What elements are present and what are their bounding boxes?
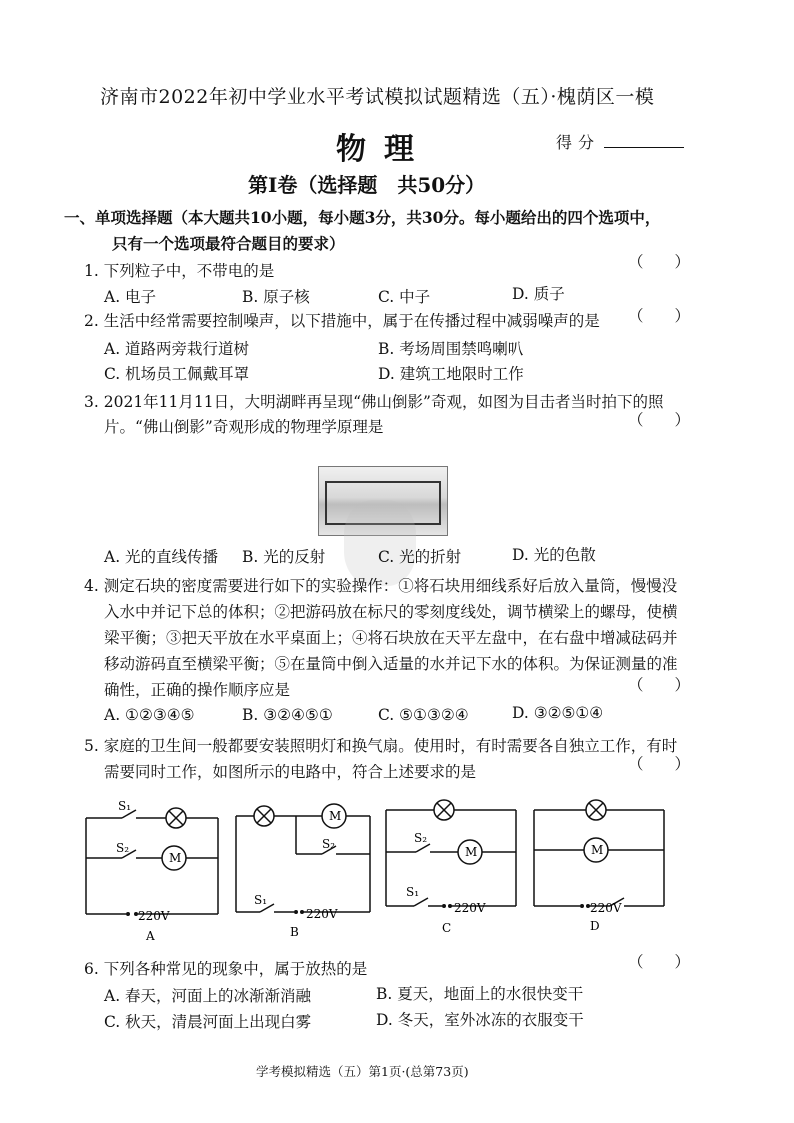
- q2-option-a: A. 道路两旁栽行道树: [104, 340, 250, 358]
- section-heading-line2: 只有一个选项最符合题目的要求）: [112, 234, 345, 253]
- section-heading-line1: 一、单项选择题（本大题共10小题，每小题3分，共30分。每小题给出的四个选项中，: [64, 208, 661, 227]
- q4-option-b: B. ③②④⑤①: [242, 706, 333, 724]
- circuit-b-label: B: [290, 925, 299, 939]
- q1-option-c: C. 中子: [378, 288, 431, 306]
- q2-option-b: B. 考场周围禁鸣喇叭: [378, 340, 524, 358]
- question-4-line3: 梁平衡；③把天平放在水平桌面上；④将石块放在天平左盘中，在右盘中增减砝码并: [104, 629, 678, 647]
- question-4-line2: 入水中并记下总的体积；②把游码放在标尺的零刻度线处，调节横梁上的螺母，使横: [104, 603, 678, 621]
- circuit-a-label: A: [146, 929, 155, 943]
- q1-option-a: A. 电子: [104, 288, 157, 306]
- question-4-line5: 确性，正确的操作顺序应是: [104, 681, 291, 699]
- q3-option-b: B. 光的反射: [242, 548, 326, 566]
- q1-option-d: D. 质子: [512, 285, 565, 303]
- question-5-line2: 需要同时工作，如图所示的电路中，符合上述要求的是: [104, 763, 477, 781]
- circuit-d-label: D: [590, 919, 600, 933]
- circuit-c-s1: S₁: [406, 885, 420, 899]
- question-1: 1. 下列粒子中，不带电的是: [84, 262, 275, 280]
- q6-option-d: D. 冬天，室外冰冻的衣服变干: [376, 1011, 584, 1029]
- question-4-line1: 4. 测定石块的密度需要进行如下的实验操作：①将石块用细线系好后放入量筒，慢慢没: [84, 577, 678, 595]
- score-blank: [604, 133, 684, 148]
- q6-option-b: B. 夏天，地面上的水很快变干: [376, 985, 584, 1003]
- answer-paren-3: （ ）: [628, 411, 691, 429]
- q6-option-a: A. 春天，河面上的冰渐渐消融: [104, 987, 312, 1005]
- question-3-line1: 3. 2021年11月11日，大明湖畔再呈现“佛山倒影”奇观，如图为目击者当时拍下的照: [84, 393, 664, 411]
- question-6: 6. 下列各种常见的现象中，属于放热的是: [84, 960, 368, 978]
- circuit-c-label: C: [442, 921, 452, 935]
- q4-option-c: C. ⑤①③②④: [378, 706, 469, 724]
- q3-option-a: A. 光的直线传播: [104, 548, 219, 566]
- page-footer: 学考模拟精选（五）第1页·(总第73页): [256, 1064, 469, 1079]
- circuit-a-voltage: 220V: [138, 909, 170, 923]
- score-field: [556, 130, 684, 153]
- q3-option-c: C. 光的折射: [378, 548, 462, 566]
- score-label: 得分: [556, 133, 601, 152]
- q4-option-a: A. ①②③④⑤: [104, 706, 195, 724]
- circuit-b-motor: M: [329, 809, 342, 823]
- answer-paren-6: （ ）: [628, 953, 691, 971]
- question-4-line4: 移动游码直至横梁平衡；⑤在量筒中倒入适量的水并记下水的体积。为保证测量的准: [104, 655, 678, 673]
- question-3-line2: 片。“佛山倒影”奇观形成的物理学原理是: [104, 418, 384, 436]
- answer-paren-1: （ ）: [628, 253, 691, 271]
- circuit-a: [78, 796, 228, 946]
- question-2: 2. 生活中经常需要控制噪声，以下措施中，属于在传播过程中减弱噪声的是: [84, 312, 600, 330]
- circuit-d: [530, 796, 680, 946]
- q3-option-d: D. 光的色散: [512, 546, 596, 564]
- circuit-a-motor: M: [169, 851, 182, 865]
- q1-option-b: B. 原子核: [242, 288, 310, 306]
- q6-option-c: C. 秋天，清晨河面上出现白雾: [104, 1013, 312, 1031]
- answer-paren-5: （ ）: [628, 755, 691, 773]
- circuit-a-s2: S₂: [116, 841, 130, 855]
- circuit-c-s2: S₂: [414, 831, 428, 845]
- circuit-b-s1: S₁: [254, 893, 268, 907]
- circuit-d-voltage: 220V: [590, 901, 622, 915]
- answer-paren-4: （ ）: [628, 676, 691, 694]
- circuit-c-voltage: 220V: [454, 901, 486, 915]
- subject-title: 物理: [336, 132, 432, 167]
- circuit-d-motor: M: [591, 843, 604, 857]
- circuit-c-motor: M: [465, 845, 478, 859]
- question-5-line1: 5. 家庭的卫生间一般都要安装照明灯和换气扇。使用时，有时需要各自独立工作，有时: [84, 737, 678, 755]
- q2-option-d: D. 建筑工地限时工作: [378, 365, 524, 383]
- circuit-b: [230, 796, 380, 946]
- circuit-c: [380, 796, 530, 946]
- answer-paren-2: （ ）: [628, 307, 691, 325]
- circuit-a-s1: S₁: [118, 799, 132, 813]
- circuit-b-voltage: 220V: [306, 907, 338, 921]
- circuit-b-s2: S₂: [322, 837, 336, 851]
- part-title: 第Ⅰ卷（选择题 共50分）: [248, 173, 486, 197]
- q2-option-c: C. 机场员工佩戴耳罩: [104, 365, 250, 383]
- exam-header: 济南市2022年初中学业水平考试模拟试题精选（五）·槐荫区一模: [100, 86, 655, 108]
- q4-option-d: D. ③②⑤①④: [512, 704, 604, 722]
